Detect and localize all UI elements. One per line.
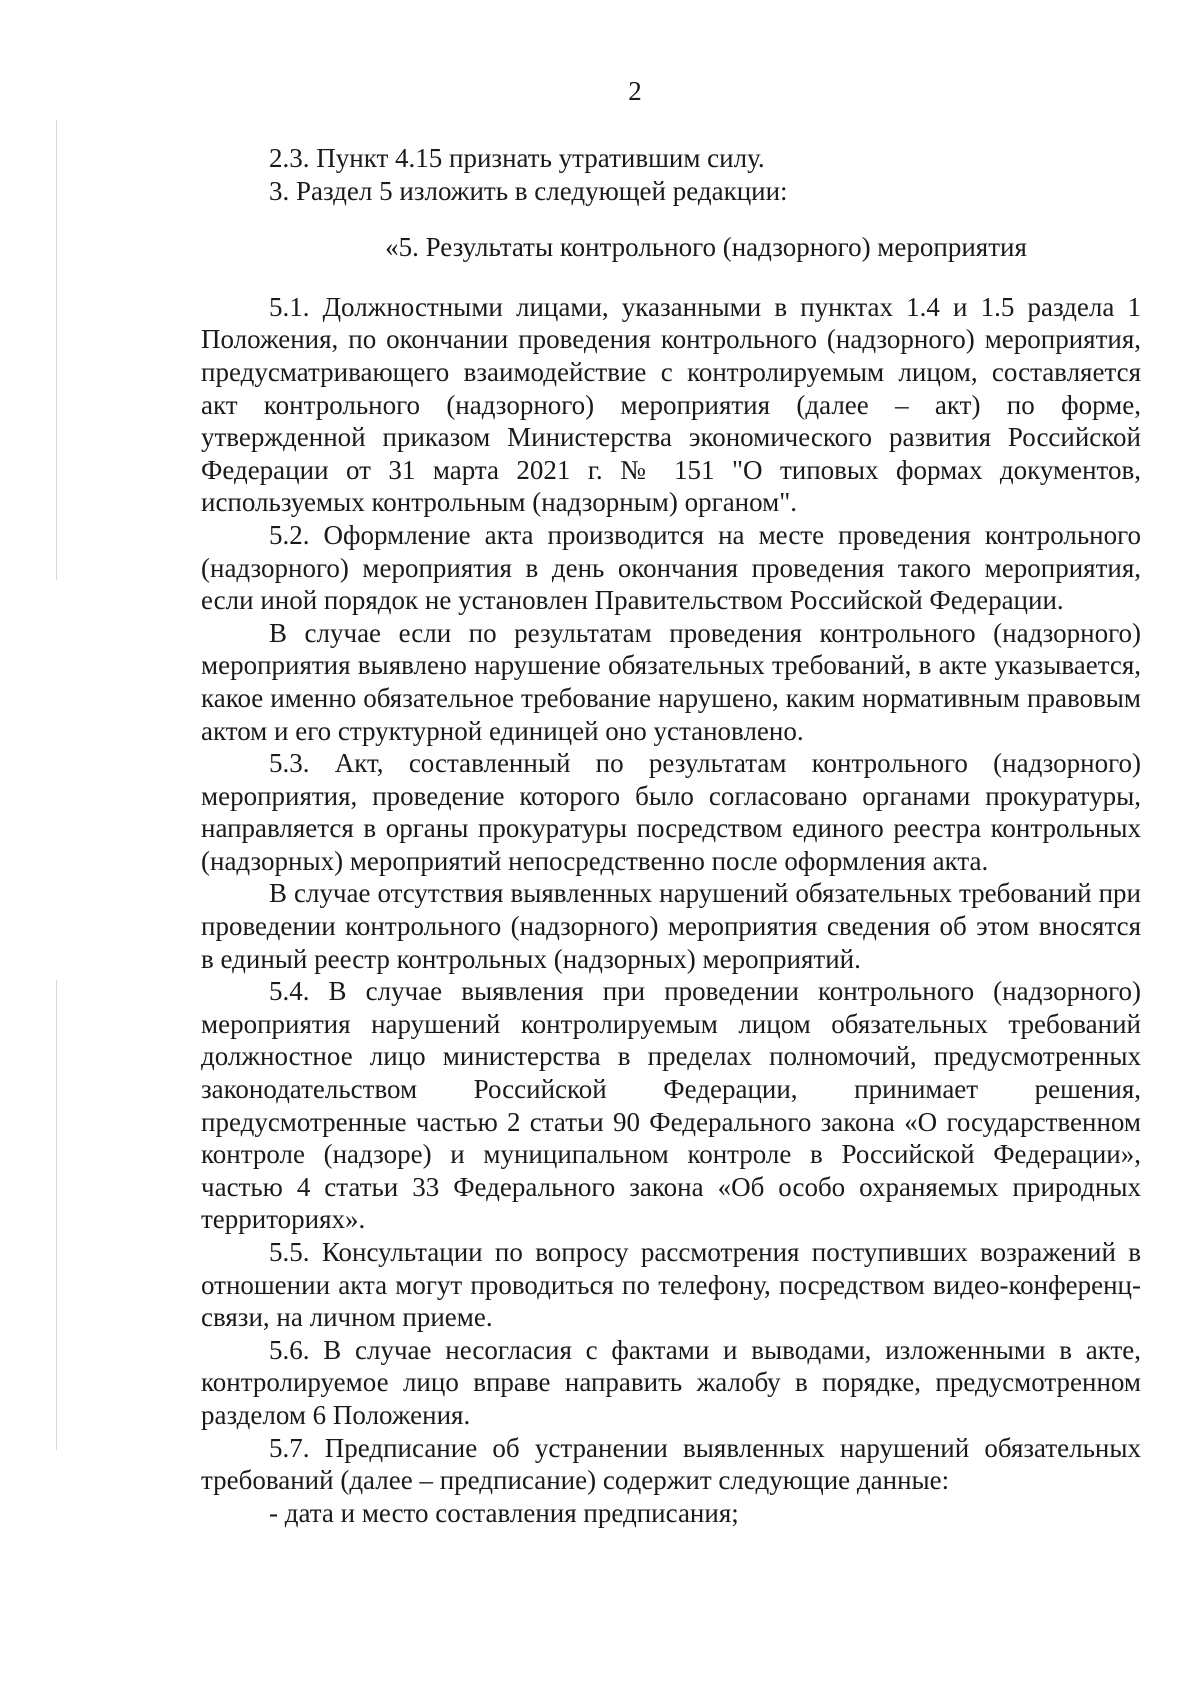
paragraph-5-6: 5.6. В случае несогласия с фактами и выводами, изложенными в акте, контролируемое лицо вправе направить жалобу в порядке, предусмотренном разделом 6 Положения. bbox=[201, 1334, 1141, 1430]
paragraph-5-4: 5.4. В случае выявления при проведении контрольного (надзорного) мероприятия нарушений контролируемым лицом обязательных требований должностное лицо министерства в пределах полномочий, предусмотренных законодательством Российской Федерации, принимает решения, предусмотренные частью 2 статьи 90 Федерального закона «О государственном контроле (надзоре) и муниципальном контроле в Российской Федерации», частью 4 статьи 33 Федерального закона «Об особо охраняемых природных территориях». bbox=[201, 976, 1141, 1235]
paragraph-3: 3. Раздел 5 изложить в следующей редакции: bbox=[269, 175, 788, 206]
document-body bbox=[201, 142, 1141, 1529]
paragraph-5-5: 5.5. Консультации по вопросу рассмотрения поступивших возражений в отношении акта могут проводиться по телефону, посредством видео-конференц-связи, на личном приеме. bbox=[201, 1237, 1141, 1333]
scan-edge-mark bbox=[56, 120, 57, 580]
paragraph-5-1: 5.1. Должностными лицами, указанными в пунктах 1.4 и 1.5 раздела 1 Положения, по окончании проведения контрольного (надзорного) мероприятия, предусматривающего взаимодействие с контролируемым лицом, составляется акт контрольного (надзорного) мероприятия (далее – акт) по форме, утвержденной приказом Министерства экономического развития Российской Федерации от 31 марта 2021 г. № 151 "О типовых формах документов, используемых контрольным (надзорным) органом". bbox=[201, 291, 1141, 518]
paragraph-5-3-case: В случае отсутствия выявленных нарушений обязательных требований при проведении контрольного (надзорного) мероприятия сведения об этом вносятся в единый реестр контрольных (надзорных) мероприятий. bbox=[201, 878, 1141, 974]
paragraph-2-3: 2.3. Пункт 4.15 признать утратившим силу. bbox=[269, 143, 765, 173]
paragraph-5-2: 5.2. Оформление акта производится на месте проведения контрольного (надзорного) мероприятия в день окончания проведения такого мероприятия, если иной порядок не установлен Правительством Российской Федерации. bbox=[201, 519, 1141, 616]
paragraph-5-3: 5.3. Акт, составленный по результатам контрольного (надзорного) мероприятия, проведение которого было согласовано органами прокуратуры, направляется в органы прокуратуры посредством единого реестра контрольных (надзорных) мероприятий непосредственно после оформления акта. bbox=[201, 748, 1141, 876]
paragraph-5-2-case: В случае если по результатам проведения контрольного (надзорного) мероприятия выявлено нарушение обязательных требований, в акте указывается, какое именно обязательное требование нарушено, каким нормативным правовым актом и его структурной единицей оно установлено. bbox=[201, 617, 1141, 746]
paragraph-5-7: 5.7. Предписание об устранении выявленных нарушений обязательных требований (далее – предписание) содержит следующие данные: bbox=[201, 1432, 1141, 1496]
page-number: 2 bbox=[628, 76, 642, 106]
list-item-date-place: - дата и место составления предписания; bbox=[269, 1497, 739, 1528]
section-heading: «5. Результаты контрольного (надзорного) мероприятия bbox=[385, 232, 1027, 263]
scan-edge-mark bbox=[56, 980, 57, 1450]
